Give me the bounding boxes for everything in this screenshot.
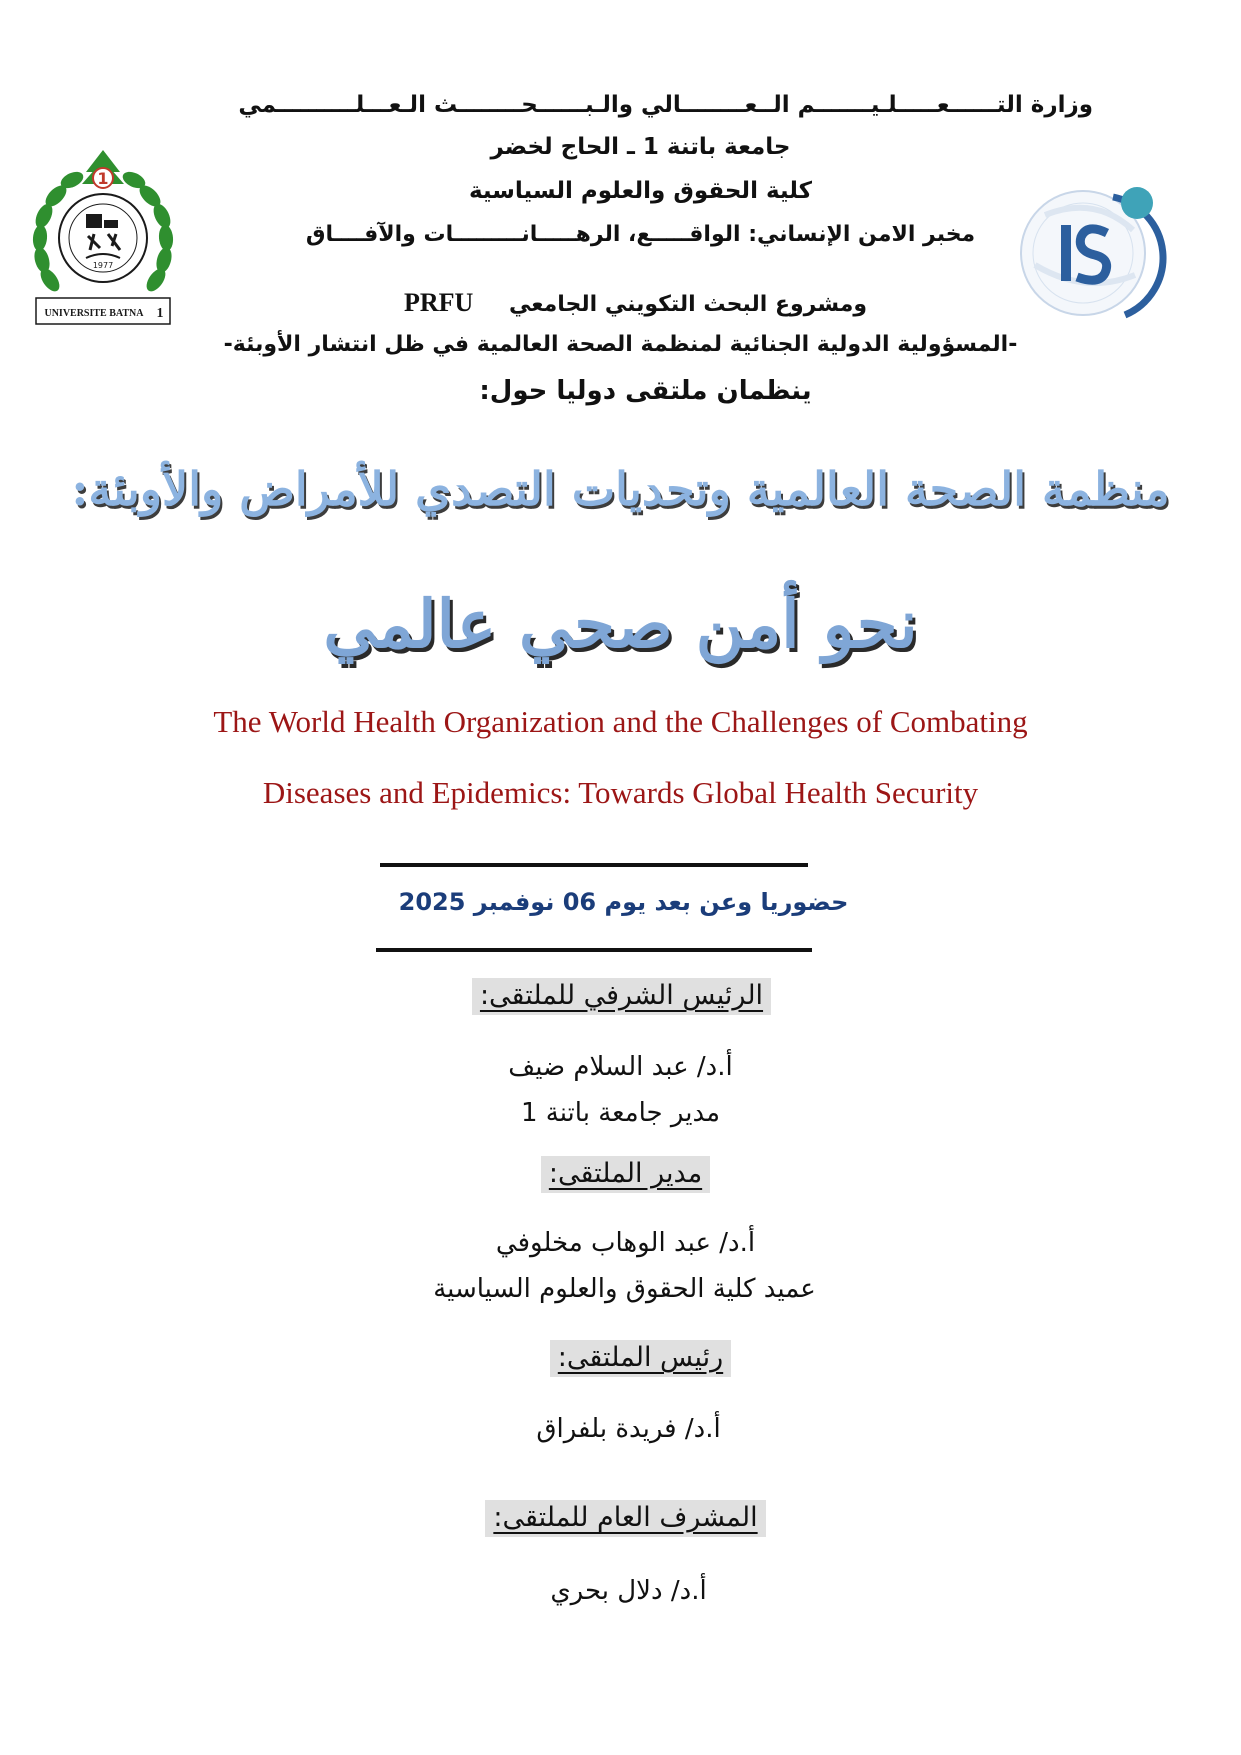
ministry-heading: وزارة التــــــعـــــلـيـــــــم الــعــــــــالي والـبــــــحــــــــث الـعـــلــــــــــمي bbox=[238, 92, 1093, 118]
project-code: PRFU bbox=[403, 288, 474, 317]
honorary-president-role: مدير جامعة باتنة 1 bbox=[520, 1098, 721, 1128]
university-heading: جامعة باتنة 1 ـ الحاج لخضر bbox=[490, 134, 791, 160]
honorary-president-heading bbox=[0, 978, 1241, 1015]
svg-text:1977: 1977 bbox=[92, 261, 114, 270]
divider-bottom bbox=[376, 948, 812, 952]
svg-text:UNIVERSITE BATNA: UNIVERSITE BATNA bbox=[44, 308, 144, 319]
lab-logo bbox=[1015, 175, 1190, 325]
english-title-line1: The World Health Organization and the Challenges of Combating bbox=[213, 704, 1028, 739]
svg-text:1: 1 bbox=[156, 306, 164, 321]
honorary-president-title: الرئيس الشرفي للملتقى: bbox=[472, 978, 771, 1015]
university-emblem-icon bbox=[28, 150, 178, 330]
conference-director-role: عميد كلية الحقوق والعلوم السياسية bbox=[433, 1274, 816, 1304]
event-date: حضوريا وعن بعد يوم 06 نوفمبر 2025 bbox=[398, 888, 849, 916]
honorary-president-name: أ.د/ عبد السلام ضيف bbox=[508, 1052, 733, 1082]
human-security-lab-emblem-icon bbox=[1015, 175, 1190, 325]
conference-director-title: مدير الملتقى: bbox=[541, 1156, 710, 1193]
conference-director-name: أ.د/ عبد الوهاب مخلوفي bbox=[495, 1228, 756, 1258]
organize-heading: ينظمان ملتقى دوليا حول: bbox=[479, 376, 812, 406]
general-supervisor-name: أ.د/ دلال بحري bbox=[550, 1576, 707, 1606]
university-logo bbox=[28, 150, 178, 330]
english-title-line2: Diseases and Epidemics: Towards Global Health Security bbox=[262, 775, 979, 810]
lab-heading: مخبر الامن الإنساني: الواقـــــع، الرهـــــانـــــــــات والآفــــاق bbox=[305, 222, 976, 247]
conference-chair-heading bbox=[0, 1340, 1241, 1377]
divider-top bbox=[380, 863, 808, 867]
conference-chair-title: رئيس الملتقى: bbox=[550, 1340, 731, 1377]
arabic-sub-title: نحو أمن صحي عالمي bbox=[323, 585, 918, 663]
arabic-main-title: منظمة الصحة العالمية وتحديات التصدي للأمراض والأوبئة: bbox=[71, 462, 1170, 516]
project-title: -المسؤولية الدولية الجنائية لمنظمة الصحة العالمية في ظل انتشار الأوبئة- bbox=[223, 332, 1018, 357]
conference-chair-name: أ.د/ فريدة بلفراق bbox=[536, 1414, 721, 1444]
faculty-heading: كلية الحقوق والعلوم السياسية bbox=[468, 178, 813, 204]
general-supervisor-heading bbox=[0, 1500, 1241, 1537]
conference-director-heading bbox=[0, 1156, 1241, 1193]
project-label: ومشروع البحث التكويني الجامعي bbox=[508, 292, 868, 317]
general-supervisor-title: المشرف العام للملتقى: bbox=[485, 1500, 765, 1537]
svg-text:1: 1 bbox=[97, 169, 109, 188]
